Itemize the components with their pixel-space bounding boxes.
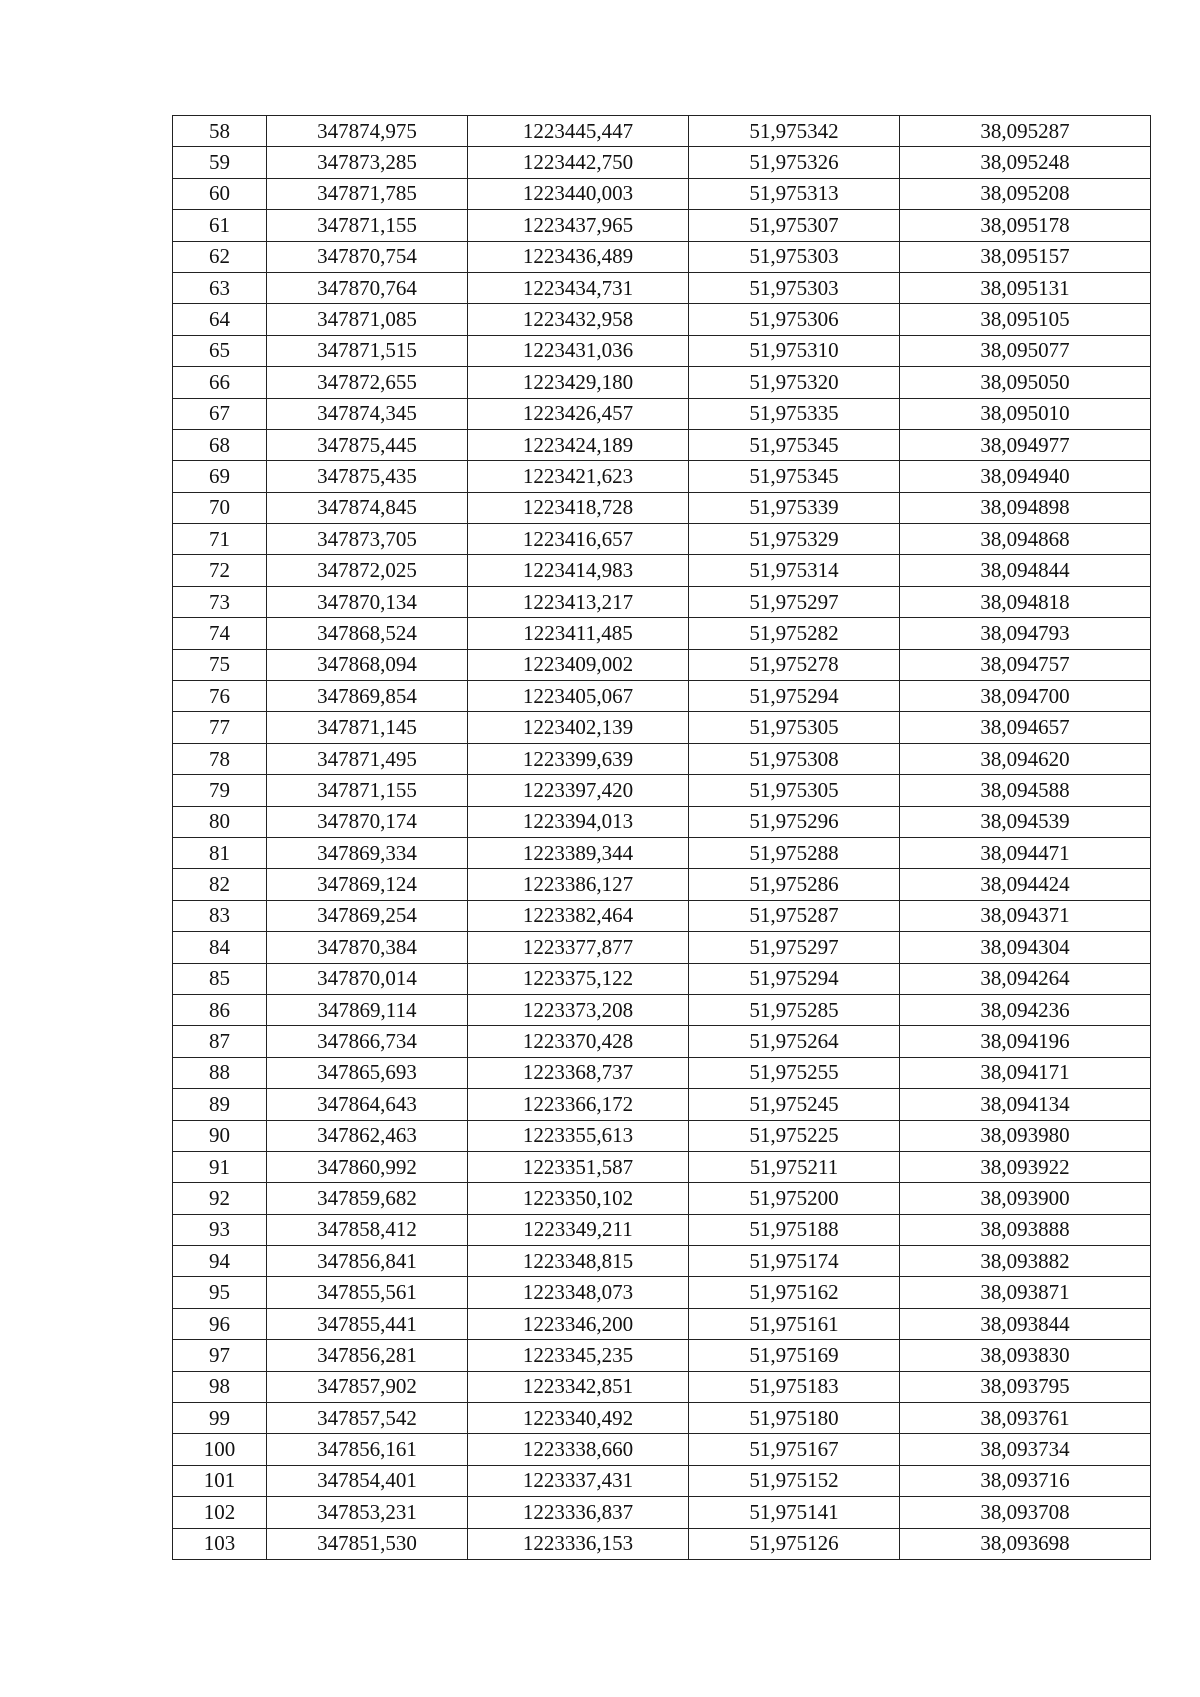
longitude-cell: 38,093698: [900, 1528, 1151, 1559]
table-row: [173, 492, 1151, 523]
longitude-cell: 38,094196: [900, 1026, 1151, 1057]
table-row: [173, 1120, 1151, 1151]
y-coordinate-cell: 1223442,750: [468, 147, 689, 178]
y-coordinate-cell: 1223434,731: [468, 272, 689, 303]
point-number-cell: 62: [173, 241, 267, 272]
table-row: [173, 1497, 1151, 1528]
x-coordinate-cell: 347870,134: [267, 586, 468, 617]
y-coordinate-cell: 1223345,235: [468, 1340, 689, 1371]
point-number-cell: 100: [173, 1434, 267, 1465]
x-coordinate-cell: 347855,561: [267, 1277, 468, 1308]
point-number-cell: 59: [173, 147, 267, 178]
table-row: [173, 1277, 1151, 1308]
y-coordinate-cell: 1223402,139: [468, 712, 689, 743]
longitude-cell: 38,094818: [900, 586, 1151, 617]
x-coordinate-cell: 347871,495: [267, 743, 468, 774]
point-number-cell: 76: [173, 681, 267, 712]
latitude-cell: 51,975296: [689, 806, 900, 837]
point-number-cell: 84: [173, 932, 267, 963]
point-number-cell: 66: [173, 367, 267, 398]
y-coordinate-cell: 1223355,613: [468, 1120, 689, 1151]
y-coordinate-cell: 1223349,211: [468, 1214, 689, 1245]
latitude-cell: 51,975306: [689, 304, 900, 335]
longitude-cell: 38,095287: [900, 116, 1151, 147]
point-number-cell: 70: [173, 492, 267, 523]
x-coordinate-cell: 347869,114: [267, 994, 468, 1025]
point-number-cell: 99: [173, 1403, 267, 1434]
y-coordinate-cell: 1223370,428: [468, 1026, 689, 1057]
y-coordinate-cell: 1223445,447: [468, 116, 689, 147]
y-coordinate-cell: 1223432,958: [468, 304, 689, 335]
latitude-cell: 51,975180: [689, 1403, 900, 1434]
longitude-cell: 38,095157: [900, 241, 1151, 272]
longitude-cell: 38,094657: [900, 712, 1151, 743]
latitude-cell: 51,975297: [689, 932, 900, 963]
point-number-cell: 96: [173, 1308, 267, 1339]
longitude-cell: 38,093844: [900, 1308, 1151, 1339]
latitude-cell: 51,975303: [689, 272, 900, 303]
y-coordinate-cell: 1223416,657: [468, 524, 689, 555]
longitude-cell: 38,095105: [900, 304, 1151, 335]
y-coordinate-cell: 1223348,815: [468, 1246, 689, 1277]
x-coordinate-cell: 347853,231: [267, 1497, 468, 1528]
y-coordinate-cell: 1223440,003: [468, 178, 689, 209]
x-coordinate-cell: 347856,161: [267, 1434, 468, 1465]
latitude-cell: 51,975294: [689, 963, 900, 994]
point-number-cell: 85: [173, 963, 267, 994]
longitude-cell: 38,094793: [900, 618, 1151, 649]
y-coordinate-cell: 1223431,036: [468, 335, 689, 366]
y-coordinate-cell: 1223340,492: [468, 1403, 689, 1434]
latitude-cell: 51,975169: [689, 1340, 900, 1371]
table-row: [173, 1151, 1151, 1182]
point-number-cell: 71: [173, 524, 267, 555]
table-row: [173, 304, 1151, 335]
table-row: [173, 775, 1151, 806]
latitude-cell: 51,975310: [689, 335, 900, 366]
x-coordinate-cell: 347869,334: [267, 837, 468, 868]
latitude-cell: 51,975305: [689, 775, 900, 806]
x-coordinate-cell: 347855,441: [267, 1308, 468, 1339]
y-coordinate-cell: 1223346,200: [468, 1308, 689, 1339]
latitude-cell: 51,975342: [689, 116, 900, 147]
table-row: [173, 429, 1151, 460]
point-number-cell: 69: [173, 461, 267, 492]
coordinates-table: [172, 115, 1151, 1560]
x-coordinate-cell: 347856,281: [267, 1340, 468, 1371]
table-row: [173, 869, 1151, 900]
longitude-cell: 38,094868: [900, 524, 1151, 555]
latitude-cell: 51,975320: [689, 367, 900, 398]
point-number-cell: 92: [173, 1183, 267, 1214]
x-coordinate-cell: 347865,693: [267, 1057, 468, 1088]
latitude-cell: 51,975345: [689, 429, 900, 460]
longitude-cell: 38,095077: [900, 335, 1151, 366]
table-row: [173, 1057, 1151, 1088]
x-coordinate-cell: 347871,155: [267, 210, 468, 241]
y-coordinate-cell: 1223421,623: [468, 461, 689, 492]
point-number-cell: 88: [173, 1057, 267, 1088]
latitude-cell: 51,975297: [689, 586, 900, 617]
longitude-cell: 38,094424: [900, 869, 1151, 900]
x-coordinate-cell: 347868,094: [267, 649, 468, 680]
y-coordinate-cell: 1223373,208: [468, 994, 689, 1025]
table-row: [173, 586, 1151, 617]
x-coordinate-cell: 347875,435: [267, 461, 468, 492]
longitude-cell: 38,095248: [900, 147, 1151, 178]
latitude-cell: 51,975255: [689, 1057, 900, 1088]
longitude-cell: 38,093708: [900, 1497, 1151, 1528]
point-number-cell: 74: [173, 618, 267, 649]
longitude-cell: 38,094898: [900, 492, 1151, 523]
y-coordinate-cell: 1223350,102: [468, 1183, 689, 1214]
longitude-cell: 38,093830: [900, 1340, 1151, 1371]
y-coordinate-cell: 1223418,728: [468, 492, 689, 523]
y-coordinate-cell: 1223413,217: [468, 586, 689, 617]
y-coordinate-cell: 1223411,485: [468, 618, 689, 649]
latitude-cell: 51,975174: [689, 1246, 900, 1277]
table-row: [173, 837, 1151, 868]
longitude-cell: 38,093871: [900, 1277, 1151, 1308]
longitude-cell: 38,094620: [900, 743, 1151, 774]
longitude-cell: 38,094236: [900, 994, 1151, 1025]
point-number-cell: 75: [173, 649, 267, 680]
longitude-cell: 38,094700: [900, 681, 1151, 712]
table-row: [173, 335, 1151, 366]
point-number-cell: 90: [173, 1120, 267, 1151]
table-row: [173, 398, 1151, 429]
table-row: [173, 963, 1151, 994]
latitude-cell: 51,975167: [689, 1434, 900, 1465]
latitude-cell: 51,975286: [689, 869, 900, 900]
table-row: [173, 994, 1151, 1025]
x-coordinate-cell: 347869,124: [267, 869, 468, 900]
x-coordinate-cell: 347870,384: [267, 932, 468, 963]
longitude-cell: 38,094757: [900, 649, 1151, 680]
table-row: [173, 618, 1151, 649]
longitude-cell: 38,093716: [900, 1465, 1151, 1496]
y-coordinate-cell: 1223368,737: [468, 1057, 689, 1088]
longitude-cell: 38,094264: [900, 963, 1151, 994]
point-number-cell: 95: [173, 1277, 267, 1308]
point-number-cell: 91: [173, 1151, 267, 1182]
longitude-cell: 38,094471: [900, 837, 1151, 868]
latitude-cell: 51,975288: [689, 837, 900, 868]
table-row: [173, 1089, 1151, 1120]
point-number-cell: 73: [173, 586, 267, 617]
y-coordinate-cell: 1223382,464: [468, 900, 689, 931]
table-row: [173, 1308, 1151, 1339]
table-row: [173, 210, 1151, 241]
latitude-cell: 51,975282: [689, 618, 900, 649]
longitude-cell: 38,093888: [900, 1214, 1151, 1245]
point-number-cell: 102: [173, 1497, 267, 1528]
latitude-cell: 51,975287: [689, 900, 900, 931]
latitude-cell: 51,975307: [689, 210, 900, 241]
table-row: [173, 524, 1151, 555]
table-row: [173, 1465, 1151, 1496]
latitude-cell: 51,975335: [689, 398, 900, 429]
longitude-cell: 38,094588: [900, 775, 1151, 806]
x-coordinate-cell: 347870,174: [267, 806, 468, 837]
table-row: [173, 649, 1151, 680]
x-coordinate-cell: 347874,845: [267, 492, 468, 523]
longitude-cell: 38,094539: [900, 806, 1151, 837]
latitude-cell: 51,975200: [689, 1183, 900, 1214]
x-coordinate-cell: 347871,785: [267, 178, 468, 209]
latitude-cell: 51,975294: [689, 681, 900, 712]
x-coordinate-cell: 347870,754: [267, 241, 468, 272]
y-coordinate-cell: 1223386,127: [468, 869, 689, 900]
latitude-cell: 51,975314: [689, 555, 900, 586]
latitude-cell: 51,975126: [689, 1528, 900, 1559]
x-coordinate-cell: 347872,025: [267, 555, 468, 586]
point-number-cell: 72: [173, 555, 267, 586]
point-number-cell: 64: [173, 304, 267, 335]
latitude-cell: 51,975339: [689, 492, 900, 523]
table-row: [173, 1026, 1151, 1057]
y-coordinate-cell: 1223338,660: [468, 1434, 689, 1465]
table-row: [173, 272, 1151, 303]
longitude-cell: 38,095178: [900, 210, 1151, 241]
longitude-cell: 38,094371: [900, 900, 1151, 931]
point-number-cell: 94: [173, 1246, 267, 1277]
point-number-cell: 68: [173, 429, 267, 460]
y-coordinate-cell: 1223375,122: [468, 963, 689, 994]
table-row: [173, 1403, 1151, 1434]
y-coordinate-cell: 1223377,877: [468, 932, 689, 963]
x-coordinate-cell: 347857,902: [267, 1371, 468, 1402]
latitude-cell: 51,975303: [689, 241, 900, 272]
y-coordinate-cell: 1223399,639: [468, 743, 689, 774]
longitude-cell: 38,094940: [900, 461, 1151, 492]
x-coordinate-cell: 347875,445: [267, 429, 468, 460]
longitude-cell: 38,094171: [900, 1057, 1151, 1088]
x-coordinate-cell: 347869,254: [267, 900, 468, 931]
y-coordinate-cell: 1223437,965: [468, 210, 689, 241]
longitude-cell: 38,095010: [900, 398, 1151, 429]
table-row: [173, 367, 1151, 398]
table-row: [173, 241, 1151, 272]
y-coordinate-cell: 1223336,153: [468, 1528, 689, 1559]
latitude-cell: 51,975188: [689, 1214, 900, 1245]
table-row: [173, 900, 1151, 931]
x-coordinate-cell: 347859,682: [267, 1183, 468, 1214]
longitude-cell: 38,094844: [900, 555, 1151, 586]
latitude-cell: 51,975308: [689, 743, 900, 774]
point-number-cell: 83: [173, 900, 267, 931]
point-number-cell: 93: [173, 1214, 267, 1245]
longitude-cell: 38,093795: [900, 1371, 1151, 1402]
latitude-cell: 51,975345: [689, 461, 900, 492]
point-number-cell: 97: [173, 1340, 267, 1371]
point-number-cell: 101: [173, 1465, 267, 1496]
table-row: [173, 461, 1151, 492]
point-number-cell: 61: [173, 210, 267, 241]
x-coordinate-cell: 347871,145: [267, 712, 468, 743]
x-coordinate-cell: 347862,463: [267, 1120, 468, 1151]
x-coordinate-cell: 347864,643: [267, 1089, 468, 1120]
x-coordinate-cell: 347869,854: [267, 681, 468, 712]
point-number-cell: 86: [173, 994, 267, 1025]
latitude-cell: 51,975305: [689, 712, 900, 743]
x-coordinate-cell: 347874,975: [267, 116, 468, 147]
point-number-cell: 81: [173, 837, 267, 868]
latitude-cell: 51,975211: [689, 1151, 900, 1182]
x-coordinate-cell: 347871,155: [267, 775, 468, 806]
x-coordinate-cell: 347866,734: [267, 1026, 468, 1057]
longitude-cell: 38,093900: [900, 1183, 1151, 1214]
table-row: [173, 116, 1151, 147]
table-row: [173, 1371, 1151, 1402]
longitude-cell: 38,095208: [900, 178, 1151, 209]
y-coordinate-cell: 1223351,587: [468, 1151, 689, 1182]
point-number-cell: 78: [173, 743, 267, 774]
y-coordinate-cell: 1223424,189: [468, 429, 689, 460]
point-number-cell: 80: [173, 806, 267, 837]
y-coordinate-cell: 1223336,837: [468, 1497, 689, 1528]
y-coordinate-cell: 1223429,180: [468, 367, 689, 398]
x-coordinate-cell: 347872,655: [267, 367, 468, 398]
x-coordinate-cell: 347870,764: [267, 272, 468, 303]
latitude-cell: 51,975285: [689, 994, 900, 1025]
x-coordinate-cell: 347858,412: [267, 1214, 468, 1245]
x-coordinate-cell: 347874,345: [267, 398, 468, 429]
x-coordinate-cell: 347873,705: [267, 524, 468, 555]
table-row: [173, 932, 1151, 963]
longitude-cell: 38,093980: [900, 1120, 1151, 1151]
point-number-cell: 67: [173, 398, 267, 429]
latitude-cell: 51,975278: [689, 649, 900, 680]
y-coordinate-cell: 1223397,420: [468, 775, 689, 806]
latitude-cell: 51,975326: [689, 147, 900, 178]
table-row: [173, 1340, 1151, 1371]
table-row: [173, 1528, 1151, 1559]
x-coordinate-cell: 347871,085: [267, 304, 468, 335]
y-coordinate-cell: 1223389,344: [468, 837, 689, 868]
x-coordinate-cell: 347860,992: [267, 1151, 468, 1182]
latitude-cell: 51,975245: [689, 1089, 900, 1120]
longitude-cell: 38,093761: [900, 1403, 1151, 1434]
x-coordinate-cell: 347851,530: [267, 1528, 468, 1559]
latitude-cell: 51,975161: [689, 1308, 900, 1339]
x-coordinate-cell: 347854,401: [267, 1465, 468, 1496]
point-number-cell: 65: [173, 335, 267, 366]
table-row: [173, 743, 1151, 774]
x-coordinate-cell: 347857,542: [267, 1403, 468, 1434]
table-row: [173, 1183, 1151, 1214]
coordinates-table-body: [173, 116, 1151, 1560]
x-coordinate-cell: 347871,515: [267, 335, 468, 366]
x-coordinate-cell: 347868,524: [267, 618, 468, 649]
table-row: [173, 1246, 1151, 1277]
longitude-cell: 38,093922: [900, 1151, 1151, 1182]
longitude-cell: 38,094977: [900, 429, 1151, 460]
y-coordinate-cell: 1223366,172: [468, 1089, 689, 1120]
latitude-cell: 51,975264: [689, 1026, 900, 1057]
table-row: [173, 806, 1151, 837]
y-coordinate-cell: 1223409,002: [468, 649, 689, 680]
y-coordinate-cell: 1223426,457: [468, 398, 689, 429]
point-number-cell: 87: [173, 1026, 267, 1057]
y-coordinate-cell: 1223337,431: [468, 1465, 689, 1496]
longitude-cell: 38,093734: [900, 1434, 1151, 1465]
x-coordinate-cell: 347873,285: [267, 147, 468, 178]
longitude-cell: 38,094134: [900, 1089, 1151, 1120]
latitude-cell: 51,975152: [689, 1465, 900, 1496]
point-number-cell: 103: [173, 1528, 267, 1559]
longitude-cell: 38,095050: [900, 367, 1151, 398]
latitude-cell: 51,975329: [689, 524, 900, 555]
latitude-cell: 51,975225: [689, 1120, 900, 1151]
table-row: [173, 1214, 1151, 1245]
point-number-cell: 79: [173, 775, 267, 806]
x-coordinate-cell: 347856,841: [267, 1246, 468, 1277]
x-coordinate-cell: 347870,014: [267, 963, 468, 994]
point-number-cell: 82: [173, 869, 267, 900]
latitude-cell: 51,975313: [689, 178, 900, 209]
longitude-cell: 38,094304: [900, 932, 1151, 963]
point-number-cell: 60: [173, 178, 267, 209]
latitude-cell: 51,975141: [689, 1497, 900, 1528]
y-coordinate-cell: 1223348,073: [468, 1277, 689, 1308]
latitude-cell: 51,975162: [689, 1277, 900, 1308]
latitude-cell: 51,975183: [689, 1371, 900, 1402]
y-coordinate-cell: 1223342,851: [468, 1371, 689, 1402]
point-number-cell: 58: [173, 116, 267, 147]
y-coordinate-cell: 1223414,983: [468, 555, 689, 586]
table-row: [173, 178, 1151, 209]
y-coordinate-cell: 1223405,067: [468, 681, 689, 712]
point-number-cell: 89: [173, 1089, 267, 1120]
point-number-cell: 98: [173, 1371, 267, 1402]
table-row: [173, 681, 1151, 712]
y-coordinate-cell: 1223394,013: [468, 806, 689, 837]
point-number-cell: 77: [173, 712, 267, 743]
table-row: [173, 1434, 1151, 1465]
longitude-cell: 38,095131: [900, 272, 1151, 303]
table-row: [173, 147, 1151, 178]
table-row: [173, 555, 1151, 586]
table-row: [173, 712, 1151, 743]
longitude-cell: 38,093882: [900, 1246, 1151, 1277]
point-number-cell: 63: [173, 272, 267, 303]
y-coordinate-cell: 1223436,489: [468, 241, 689, 272]
